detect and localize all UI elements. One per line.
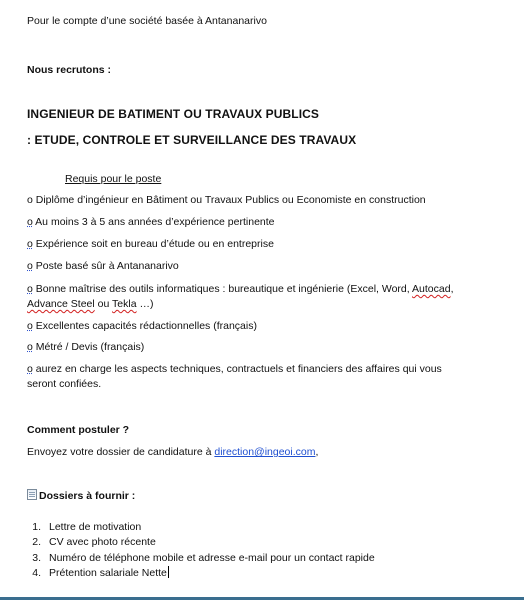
bullet-marker: o [27,238,33,250]
list-number: 1. [32,521,41,533]
spellcheck-word: Advance Steel [27,298,95,310]
list-text: Prétention salariale Nette [49,567,167,579]
list-number: 3. [32,552,41,564]
document-icon [27,489,37,500]
bullet-marker: o [27,320,33,332]
documents-heading-text: Dossiers à fournir : [39,490,136,502]
requirement-text: Bonne maîtrise des outils informatiques : bureautique et ingénierie (Excel, Word, [32,283,413,295]
bullet-marker: o [27,194,33,206]
requirement-text: Métré / Devis (français) [32,341,145,353]
requirement-text: Expérience soit en bureau d’étude ou en entreprise [32,238,274,250]
text-cursor [168,566,169,578]
list-number: 4. [32,567,41,579]
job-title-line-2: : ETUDE, CONTROLE ET SURVEILLANCE DES TRAVAUX [27,133,357,147]
list-number: 2. [32,536,41,548]
list-text: Lettre de motivation [49,521,142,533]
spellcheck-word: Autocad [412,283,451,295]
bullet-marker: o [27,341,33,353]
bullet-marker: o [27,216,33,228]
requirement-item [27,362,442,376]
requirement-item-continued: seront confiées. [27,378,102,390]
apply-text [27,445,318,459]
requirement-item [27,282,453,296]
requirement-item [27,319,257,333]
bullet-marker: o [27,363,33,375]
requirement-text: Diplôme d’ingénieur en Bâtiment ou Travaux Publics ou Economiste en construction [32,194,426,206]
requirement-item [27,259,179,273]
requirement-text: Poste basé sûr à Antananarivo [32,260,179,272]
requirement-text: ou [94,298,113,310]
requirement-text: Au moins 3 à 5 ans années d’expérience pertinente [32,216,275,228]
list-item [21,551,375,565]
apply-punctuation: , [315,446,319,458]
requirement-item [27,237,274,251]
requirement-text: , [450,283,454,295]
list-text: Numéro de téléphone mobile et adresse e-mail pour un contact rapide [49,552,375,564]
bullet-marker: o [27,260,33,272]
apply-heading: Comment postuler ? [27,424,130,436]
apply-instruction: Envoyez votre dossier de candidature à [27,446,215,458]
requirements-heading: Requis pour le poste [65,173,162,185]
requirement-item [27,215,275,229]
list-text: CV avec photo récente [49,536,156,548]
bullet-marker: o [27,283,33,295]
requirement-text: aurez en charge les aspects techniques, contractuels et financiers des affaires qui vous [32,363,442,375]
requirement-item [27,340,144,354]
requirement-item [27,193,426,207]
intro-text: Pour le compte d’une société basée à Antananarivo [27,15,267,27]
documents-heading [27,489,135,503]
list-item [21,535,156,549]
job-title-line-1: INGENIEUR DE BATIMENT OU TRAVAUX PUBLICS [27,107,320,121]
recruiting-label: Nous recrutons : [27,64,112,76]
spellcheck-word: Tekla [112,298,137,310]
email-link[interactable]: direction@ingeoi.com [214,446,316,458]
requirement-text: …) [136,298,154,310]
list-item [21,520,141,534]
list-item [21,566,169,580]
requirement-text: Excellentes capacités rédactionnelles (français) [32,320,257,332]
requirement-item-continued [27,297,153,311]
